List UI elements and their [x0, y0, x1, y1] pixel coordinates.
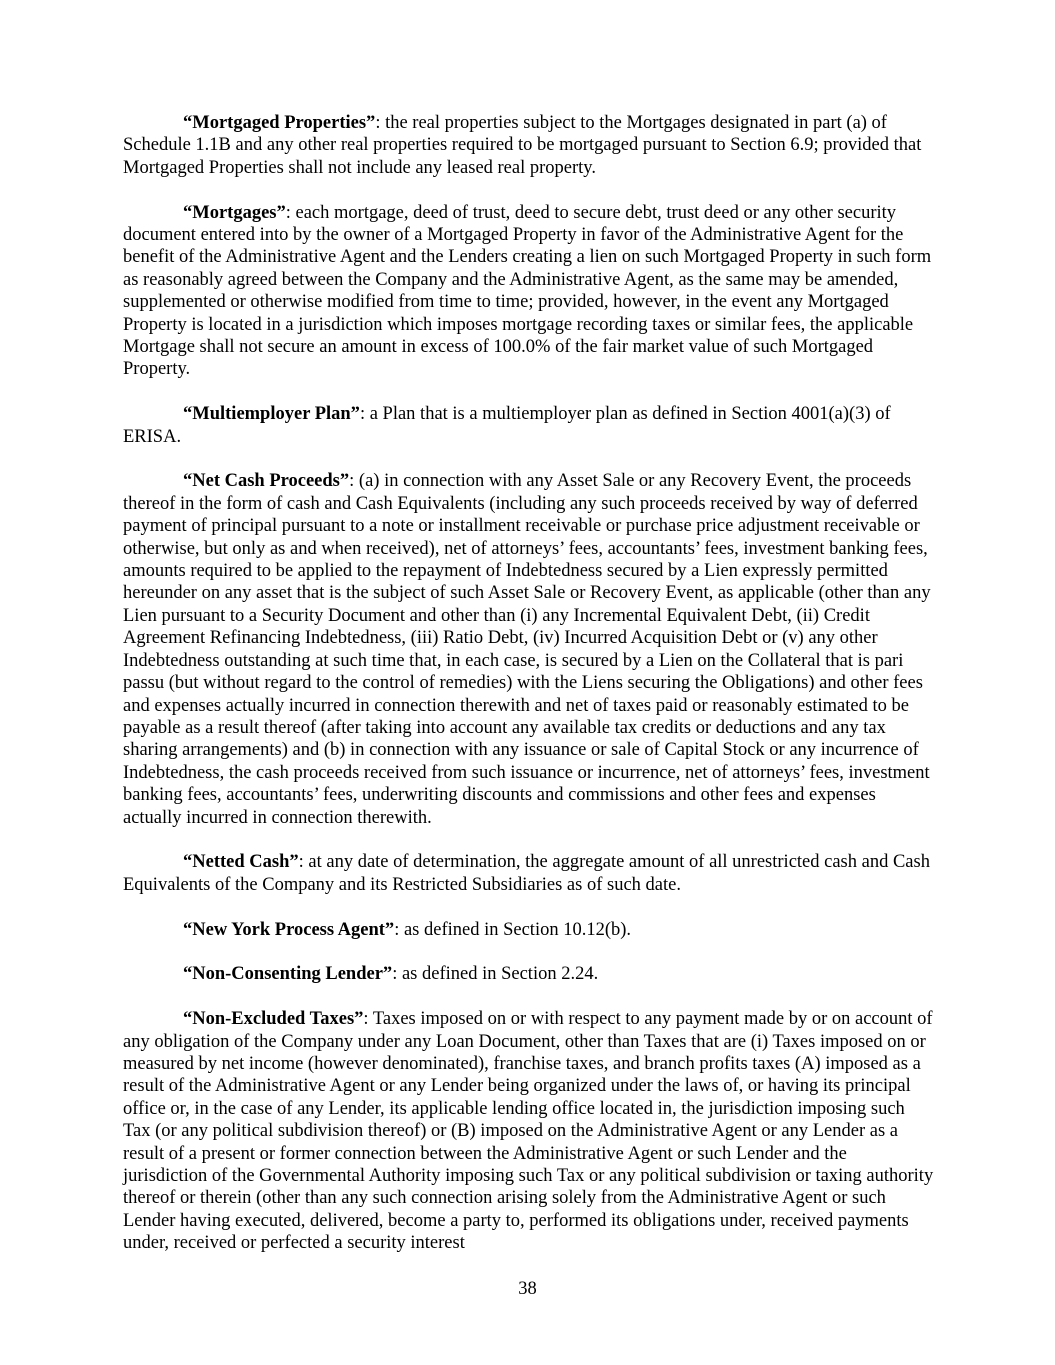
- definition-body: : Taxes imposed on or with respect to any payment made by or on account of any obligation of the Company under any Loan Document, other than Taxes that are (i) Taxes imposed on or measured by net income (however denominated), franchise taxes, and branch profits taxes (A) imposed as a result of the Administrative Agent or any Lender being organized under the laws of, or having its principal office or, in the case of any Lender, its applicable lending office located in, the jurisdiction imposing such Tax (or any political subdivision thereof) or (B) imposed on the Administrative Agent or any Lender as a result of a present or former connection between the Administrative Agent or such Lender and the jurisdiction of the Governmental Authority imposing such Tax or any political subdivision or taxing authority thereof or therein (other than any such connection arising solely from the Administrative Agent or such Lender having executed, delivered, become a party to, performed its obligations under, received payments under, received or perfected a security interest: [123, 1009, 934, 1254]
- definition-body: : (a) in connection with any Asset Sale or any Recovery Event, the proceeds thereof in the form of cash and Cash Equivalents (including any such proceeds received by way of deferred payment of principal pursuant to a note or installment receivable or purchase price adjustment receivable or otherwise, but only as and when received), net of attorneys’ fees, accountants’ fees, investment banking fees, amounts required to be applied to the repayment of Indebtedness secured by a Lien expressly permitted hereunder on any asset that is the subject of such Asset Sale or Recovery Event, as applicable (other than any Lien pursuant to a Security Document and other than (i) any Incremental Equivalent Debt, (ii) Credit Agreement Refinancing Indebtedness, (iii) Ratio Debt, (iv) Incurred Acquisition Debt or (v) any other Indebtedness outstanding at such time that, in each case, is secured by a Lien on the Collateral that is pari passu (but without regard to the control of remedies) with the Liens securing the Obligations) and other fees and expenses actually incurred in connection therewith and net of taxes paid or reasonably estimated to be payable as a result thereof (after taking into account any available tax credits or deductions and any tax sharing arrangements) and (b) in connection with any issuance or sale of Capital Stock or any incurrence of Indebtedness, the cash proceeds received from such issuance or incurrence, net of attorneys’ fees, investment banking fees, accountants’ fees, underwriting discounts and commissions and other fees and expenses actually incurred in connection therewith.: [123, 471, 931, 828]
- definition-term: “Net Cash Proceeds”: [183, 471, 350, 492]
- definition-non-excluded-taxes: [123, 1008, 935, 1254]
- definition-multiemployer-plan: [123, 403, 935, 448]
- definition-term: “Non-Consenting Lender”: [183, 964, 393, 985]
- definition-netted-cash: [123, 851, 935, 896]
- definition-term: “Mortgages”: [183, 202, 286, 223]
- definition-body: : as defined in Section 2.24.: [392, 964, 599, 985]
- definitions-section: [123, 112, 935, 1255]
- definition-term: “New York Process Agent”: [183, 919, 395, 940]
- definition-term: “Non-Excluded Taxes”: [183, 1009, 364, 1030]
- definition-net-cash-proceeds: [123, 470, 935, 829]
- definition-body: : at any date of determination, the aggregate amount of all unrestricted cash and Cash Equivalents of the Company and its Restricted Subsidiaries as of such date.: [123, 852, 930, 895]
- definition-mortgaged-properties: [123, 112, 935, 179]
- definition-term: “Netted Cash”: [183, 852, 299, 873]
- definition-term: “Multiemployer Plan”: [183, 404, 360, 425]
- definition-non-consenting-lender: [123, 963, 935, 985]
- definition-new-york-process-agent: [123, 919, 935, 941]
- definition-mortgages: [123, 202, 935, 381]
- page-number: 38: [518, 1279, 537, 1299]
- definition-body: : each mortgage, deed of trust, deed to secure debt, trust deed or any other security document entered into by the owner of a Mortgaged Property in favor of the Administrative Agent for the benefit of the Administrative Agent and the Lenders creating a lien on such Mortgaged Property in such form as reasonably agreed between the Company and the Administrative Agent, as the same may be amended, supplemented or otherwise modified from time to time; provided, however, in the event any Mortgaged Property is located in a jurisdiction which imposes mortgage recording taxes or similar fees, the applicable Mortgage shall not secure an amount in excess of 100.0% of the fair market value of such Mortgaged Property.: [123, 202, 932, 380]
- definition-body: : the real properties subject to the Mortgages designated in part (a) of Schedule 1.1B and any other real properties required to be mortgaged pursuant to Section 6.9; provided that Mortgaged Properties shall not include any leased real property.: [123, 113, 922, 178]
- definition-body: : as defined in Section 10.12(b).: [394, 919, 632, 940]
- definition-body: : a Plan that is a multiemployer plan as defined in Section 4001(a)(3) of ERISA.: [123, 404, 891, 447]
- definition-term: “Mortgaged Properties”: [183, 113, 376, 133]
